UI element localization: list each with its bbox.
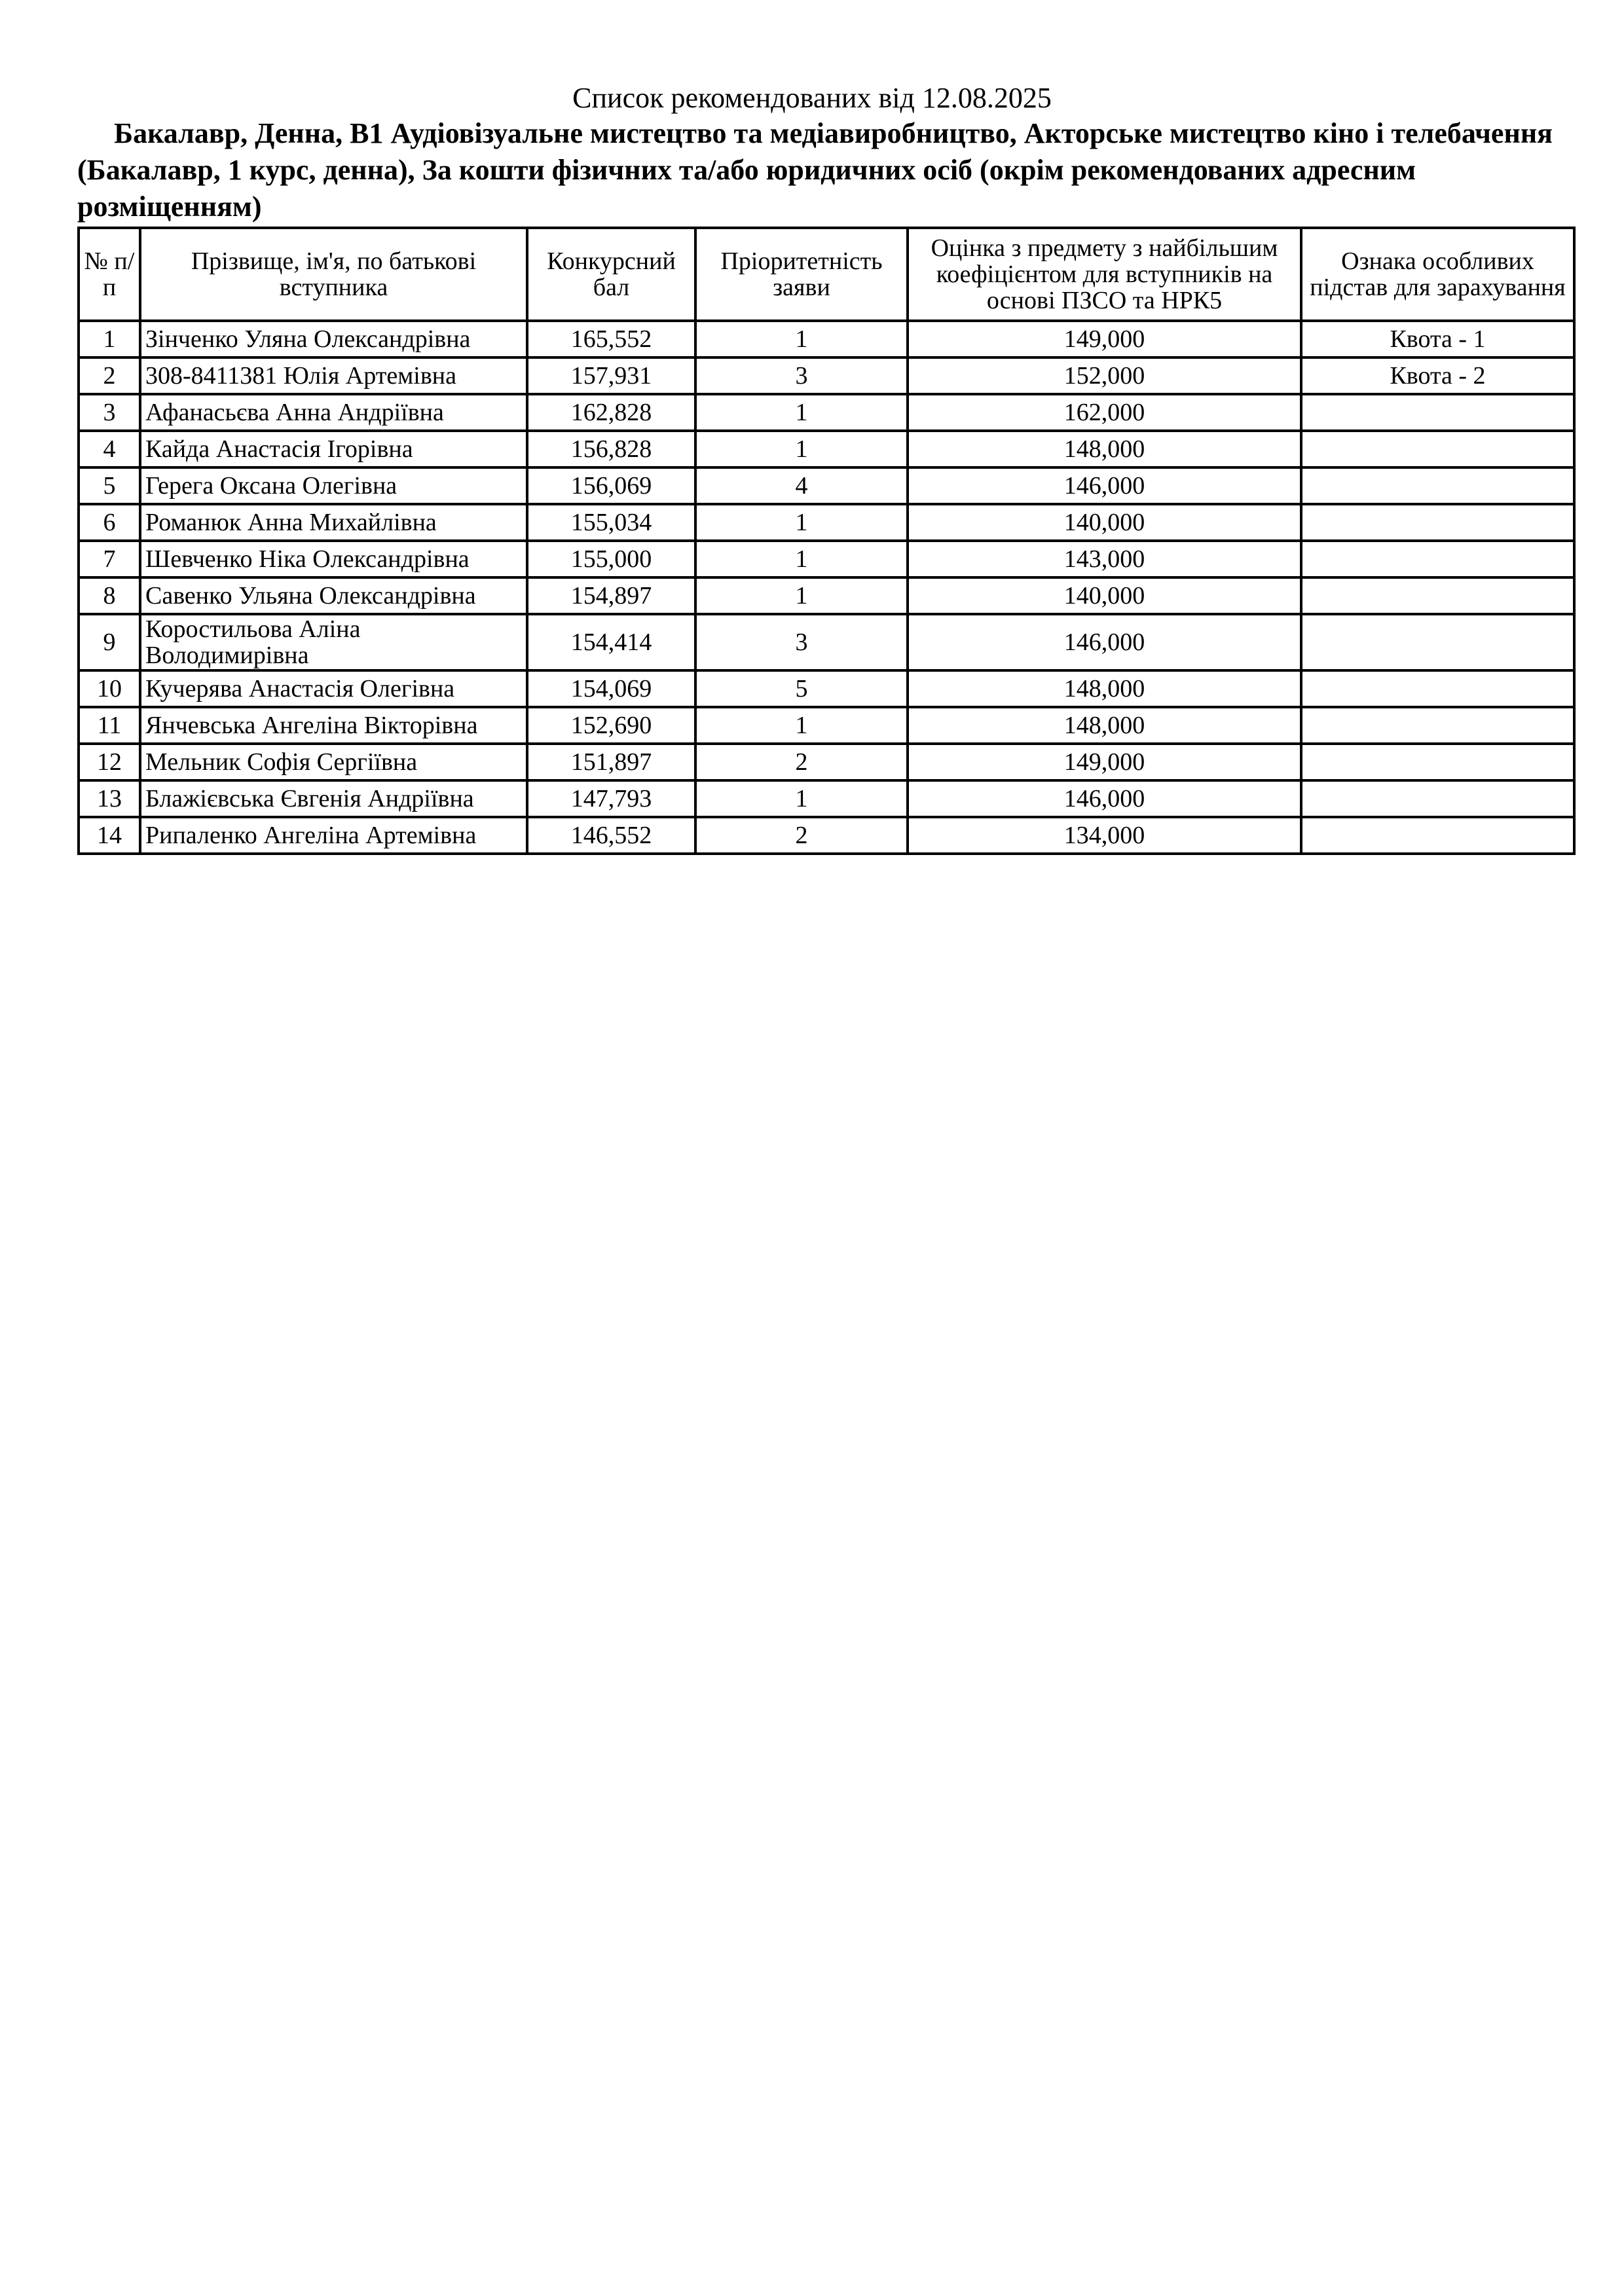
cell-score: 162,828 <box>527 394 695 431</box>
cell-name: Мельник Софія Сергіївна <box>140 744 527 780</box>
cell-name: Афанасьєва Анна Андріївна <box>140 394 527 431</box>
cell-special <box>1301 431 1574 467</box>
header-name: Прізвище, ім'я, по батькові вступника <box>140 228 527 321</box>
cell-subject-score: 162,000 <box>908 394 1301 431</box>
cell-priority: 4 <box>695 467 908 504</box>
header-priority: Пріоритетність заяви <box>695 228 908 321</box>
cell-special <box>1301 780 1574 817</box>
cell-priority: 3 <box>695 357 908 394</box>
cell-priority: 3 <box>695 614 908 670</box>
cell-num: 12 <box>79 744 140 780</box>
table-row <box>79 357 1574 394</box>
cell-num: 9 <box>79 614 140 670</box>
table-row <box>79 744 1574 780</box>
cell-num: 14 <box>79 817 140 854</box>
cell-special <box>1301 504 1574 541</box>
cell-score: 154,897 <box>527 577 695 614</box>
cell-score: 151,897 <box>527 744 695 780</box>
cell-special <box>1301 577 1574 614</box>
document-subtitle: Бакалавр, Денна, B1 Аудіовізуальне мистецтво та медіавиробництво, Акторське мистецтво кіно і телебачення (Бакалавр, 1 курс, денна), За кошти фізичних та/або юридичних осіб (окрім рекомендованих адресним розміщенням) <box>77 117 1553 223</box>
cell-priority: 1 <box>695 321 908 357</box>
cell-subject-score: 140,000 <box>908 577 1301 614</box>
cell-subject-score: 143,000 <box>908 541 1301 577</box>
cell-priority: 1 <box>695 394 908 431</box>
cell-subject-score: 149,000 <box>908 321 1301 357</box>
cell-num: 11 <box>79 707 140 744</box>
cell-num: 10 <box>79 670 140 707</box>
cell-special <box>1301 707 1574 744</box>
cell-special <box>1301 541 1574 577</box>
cell-subject-score: 146,000 <box>908 614 1301 670</box>
cell-priority: 2 <box>695 744 908 780</box>
cell-subject-score: 146,000 <box>908 467 1301 504</box>
recommended-list-table <box>77 227 1576 855</box>
cell-priority: 5 <box>695 670 908 707</box>
document-title: Список рекомендованих від 12.08.2025 <box>572 82 1052 114</box>
cell-subject-score: 152,000 <box>908 357 1301 394</box>
table-row <box>79 394 1574 431</box>
table-row <box>79 780 1574 817</box>
cell-name: Савенко Ульяна Олександрівна <box>140 577 527 614</box>
cell-special <box>1301 744 1574 780</box>
cell-name: Коростильова Аліна Володимирівна <box>140 614 527 670</box>
cell-num: 6 <box>79 504 140 541</box>
cell-subject-score: 148,000 <box>908 670 1301 707</box>
cell-special: Квота - 2 <box>1301 357 1574 394</box>
cell-score: 155,000 <box>527 541 695 577</box>
cell-score: 157,931 <box>527 357 695 394</box>
cell-subject-score: 146,000 <box>908 780 1301 817</box>
cell-subject-score: 149,000 <box>908 744 1301 780</box>
cell-num: 13 <box>79 780 140 817</box>
cell-priority: 1 <box>695 504 908 541</box>
cell-name: Кучерява Анастасія Олегівна <box>140 670 527 707</box>
cell-score: 156,069 <box>527 467 695 504</box>
header-num: № п/п <box>79 228 140 321</box>
cell-subject-score: 148,000 <box>908 431 1301 467</box>
cell-name: Герега Оксана Олегівна <box>140 467 527 504</box>
cell-name: Зінченко Уляна Олександрівна <box>140 321 527 357</box>
cell-score: 146,552 <box>527 817 695 854</box>
cell-priority: 1 <box>695 780 908 817</box>
cell-num: 3 <box>79 394 140 431</box>
cell-name: Янчевська Ангеліна Вікторівна <box>140 707 527 744</box>
cell-score: 152,690 <box>527 707 695 744</box>
cell-name: Шевченко Ніка Олександрівна <box>140 541 527 577</box>
cell-score: 154,069 <box>527 670 695 707</box>
header-subject-score: Оцінка з предмету з найбільшим коефіцієнтом для вступників на основі ПЗСО та НРК5 <box>908 228 1301 321</box>
cell-subject-score: 134,000 <box>908 817 1301 854</box>
table-row <box>79 817 1574 854</box>
table-row <box>79 504 1574 541</box>
cell-priority: 1 <box>695 577 908 614</box>
cell-score: 155,034 <box>527 504 695 541</box>
table-row <box>79 467 1574 504</box>
table-row <box>79 541 1574 577</box>
cell-num: 4 <box>79 431 140 467</box>
cell-subject-score: 148,000 <box>908 707 1301 744</box>
table-row <box>79 614 1574 670</box>
cell-special: Квота - 1 <box>1301 321 1574 357</box>
table-row <box>79 670 1574 707</box>
cell-num: 1 <box>79 321 140 357</box>
cell-name: Кайда Анастасія Ігорівна <box>140 431 527 467</box>
cell-name: Рипаленко Ангеліна Артемівна <box>140 817 527 854</box>
cell-num: 8 <box>79 577 140 614</box>
cell-score: 156,828 <box>527 431 695 467</box>
cell-num: 2 <box>79 357 140 394</box>
cell-num: 5 <box>79 467 140 504</box>
cell-special <box>1301 467 1574 504</box>
cell-name: Блажієвська Євгенія Андріївна <box>140 780 527 817</box>
table-row <box>79 431 1574 467</box>
cell-priority: 1 <box>695 431 908 467</box>
cell-special <box>1301 817 1574 854</box>
cell-score: 154,414 <box>527 614 695 670</box>
cell-name: 308-8411381 Юлія Артемівна <box>140 357 527 394</box>
table-header-row <box>79 228 1574 321</box>
cell-name: Романюк Анна Михайлівна <box>140 504 527 541</box>
cell-special <box>1301 394 1574 431</box>
cell-subject-score: 140,000 <box>908 504 1301 541</box>
table-row <box>79 707 1574 744</box>
cell-priority: 2 <box>695 817 908 854</box>
cell-score: 147,793 <box>527 780 695 817</box>
table-row <box>79 321 1574 357</box>
cell-score: 165,552 <box>527 321 695 357</box>
header-score: Конкурсний бал <box>527 228 695 321</box>
cell-special <box>1301 614 1574 670</box>
header-special: Ознака особливих підстав для зарахування <box>1301 228 1574 321</box>
cell-priority: 1 <box>695 707 908 744</box>
table-row <box>79 577 1574 614</box>
cell-num: 7 <box>79 541 140 577</box>
cell-priority: 1 <box>695 541 908 577</box>
cell-special <box>1301 670 1574 707</box>
